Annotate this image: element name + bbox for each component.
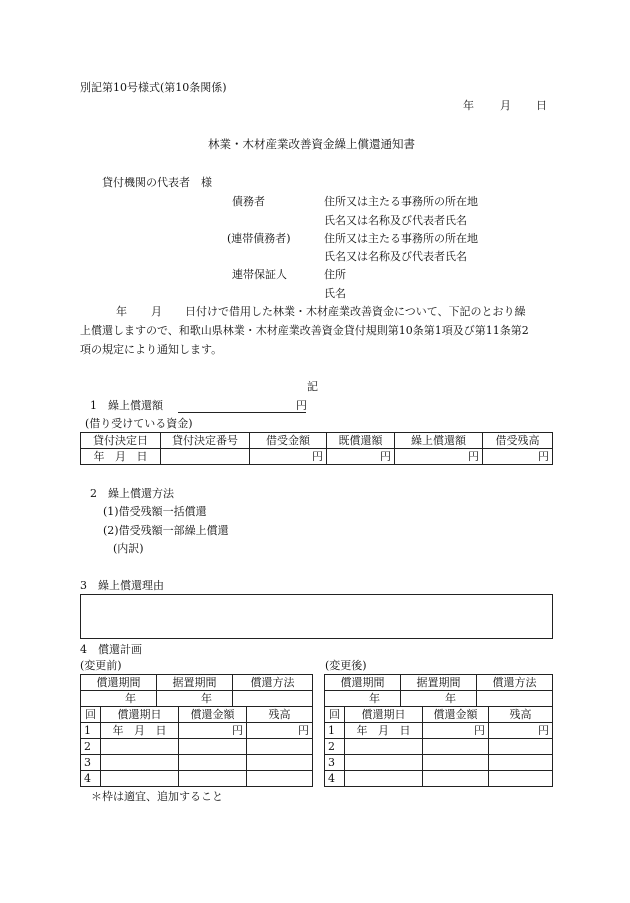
cell-year: 年 <box>93 449 105 463</box>
row-number: 4 <box>325 771 345 787</box>
table-row <box>325 739 553 755</box>
decision-date-cell <box>81 449 161 465</box>
before-repay-period-header: 償還期間 <box>81 675 157 691</box>
before-label: (変更前) <box>80 659 122 672</box>
cell-day: 日 <box>399 723 411 737</box>
table-row <box>81 771 313 787</box>
header-borrowed-amount: 借受金額 <box>250 433 327 449</box>
table-row <box>325 723 553 739</box>
after-grace-period-years: 年 <box>401 691 477 707</box>
date-month: 月 <box>500 99 511 112</box>
balance-cell: 円 <box>489 723 553 739</box>
section3-heading: 3 繰上償還理由 <box>80 579 164 592</box>
date-day: 日 <box>536 99 547 112</box>
after-balance-header: 残高 <box>489 707 553 723</box>
row-number: 2 <box>325 739 345 755</box>
loan-table <box>80 432 553 465</box>
amount-cell: 円 <box>179 723 247 739</box>
after-repay-period-years: 年 <box>325 691 401 707</box>
form-label: 別記第10号様式(第10条関係) <box>80 81 227 94</box>
guarantor-label: 連帯保証人 <box>232 268 287 281</box>
cell-day: 日 <box>136 449 148 463</box>
joint-debtor-address: 住所又は主たる事務所の所在地 <box>324 232 478 245</box>
header-repaid-amount: 既償還額 <box>327 433 395 449</box>
cell-year: 年 <box>112 723 124 737</box>
ki-label: 記 <box>307 380 318 393</box>
repaid-amount-cell: 円 <box>327 449 395 465</box>
method-breakdown: (内訳) <box>113 542 144 555</box>
before-balance-header: 残高 <box>247 707 313 723</box>
balance-cell: 円 <box>247 723 313 739</box>
plan-after-schedule <box>324 706 553 787</box>
loan-table-header <box>81 433 553 449</box>
method-lump-sum: (1)借受残額一括償還 <box>103 505 207 518</box>
prepayment-amount-cell: 円 <box>395 449 483 465</box>
plan-after-top <box>324 674 553 707</box>
after-repay-method-header: 償還方法 <box>477 675 553 691</box>
before-grace-period-years: 年 <box>157 691 233 707</box>
header-prepayment-amount: 繰上償還額 <box>395 433 483 449</box>
before-no-header: 回 <box>81 707 101 723</box>
table-row <box>325 755 553 771</box>
reason-box <box>80 594 553 639</box>
row-number: 4 <box>81 771 101 787</box>
due-date-cell <box>101 723 179 739</box>
header-remaining-balance: 借受残高 <box>483 433 553 449</box>
section1-sub: (借り受けている資金) <box>85 417 193 430</box>
body-line2: 上償還しますので、和歌山県林業・木材産業改善資金貸付規則第10条第1項及び第11条第2 <box>80 324 529 337</box>
row-number: 1 <box>325 723 345 739</box>
body-month: 月 <box>151 305 162 318</box>
after-due-date-header: 償還期日 <box>345 707 423 723</box>
cell-year: 年 <box>356 723 368 737</box>
date-year: 年 <box>463 99 474 112</box>
after-no-header: 回 <box>325 707 345 723</box>
footnote: ＊枠は適宜、追加すること <box>91 790 223 803</box>
row-number: 3 <box>81 755 101 771</box>
header-decision-number: 貸付決定番号 <box>161 433 250 449</box>
table-row <box>81 755 313 771</box>
after-amount-header: 償還金額 <box>423 707 489 723</box>
amount-field <box>178 399 306 413</box>
due-date-cell <box>345 723 423 739</box>
before-repay-method-cell <box>233 691 313 707</box>
header-decision-date: 貸付決定日 <box>81 433 161 449</box>
document-title: 林業・木材産業改善資金繰上償還通知書 <box>208 137 415 151</box>
before-grace-period-header: 据置期間 <box>157 675 233 691</box>
after-repay-period-header: 償還期間 <box>325 675 401 691</box>
row-number: 2 <box>81 739 101 755</box>
debtor-address: 住所又は主たる事務所の所在地 <box>324 195 478 208</box>
before-amount-header: 償還金額 <box>179 707 247 723</box>
loan-table-row <box>81 449 553 465</box>
table-row <box>81 723 313 739</box>
cell-month: 月 <box>115 449 126 463</box>
debtor-name: 氏名又は名称及び代表者氏名 <box>324 214 467 227</box>
before-due-date-header: 償還期日 <box>101 707 179 723</box>
plan-before-top <box>80 674 313 707</box>
row-number: 3 <box>325 755 345 771</box>
body-line1: 日付けで借用した林業・木材産業改善資金について、下記のとおり繰 <box>185 305 526 318</box>
section4-heading: 4 償還計画 <box>80 643 142 656</box>
method-partial: (2)借受残額一部繰上償還 <box>103 524 229 537</box>
after-grace-period-header: 据置期間 <box>401 675 477 691</box>
before-repay-method-header: 償還方法 <box>233 675 313 691</box>
table-row <box>325 771 553 787</box>
table-row <box>81 739 313 755</box>
borrowed-amount-cell: 円 <box>250 449 327 465</box>
after-label: (変更後) <box>325 659 367 672</box>
joint-debtor-name: 氏名又は名称及び代表者氏名 <box>324 250 467 263</box>
debtor-label: 債務者 <box>232 195 265 208</box>
body-line3: 項の規定により通知します。 <box>80 343 223 356</box>
body-year: 年 <box>116 305 127 318</box>
amount-cell: 円 <box>423 723 489 739</box>
cell-day: 日 <box>155 723 167 737</box>
remaining-balance-cell: 円 <box>483 449 553 465</box>
section2-heading: 2 繰上償還方法 <box>90 487 174 500</box>
joint-debtor-label: (連帯債務者) <box>227 232 291 245</box>
decision-number-cell <box>161 449 250 465</box>
guarantor-name: 氏名 <box>324 287 346 300</box>
row-number: 1 <box>81 723 101 739</box>
cell-month: 月 <box>378 723 389 737</box>
plan-before-schedule <box>80 706 313 787</box>
before-repay-period-years: 年 <box>81 691 157 707</box>
guarantor-address: 住所 <box>324 268 346 281</box>
amount-yen: 円 <box>296 399 307 412</box>
cell-month: 月 <box>134 723 145 737</box>
after-repay-method-cell <box>477 691 553 707</box>
section1-heading: 1 繰上償還額 <box>90 399 163 412</box>
addressee: 貸付機関の代表者 様 <box>102 176 212 189</box>
